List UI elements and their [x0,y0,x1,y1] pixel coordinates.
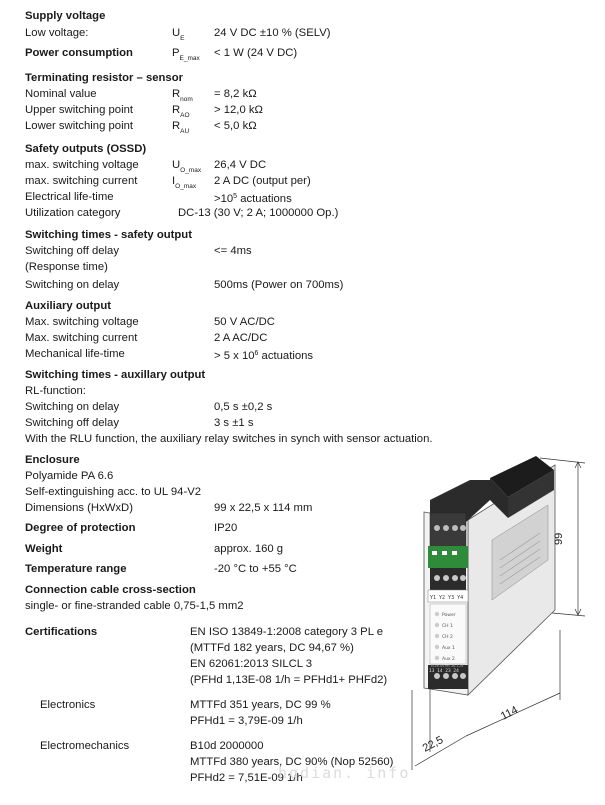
low-voltage-label: Low voltage: [25,27,89,39]
power-value: < 1 W (24 V DC) [214,47,298,59]
ossd-util-value: DC-13 (30 V; 2 A; 1000000 Op.) [178,207,339,219]
resistor-symbol: $R_{AU}$ [172,120,190,135]
sw-safety-on-label: Switching on delay [25,279,120,291]
sw-aux-title: Switching times - auxillary output [25,369,206,381]
enclosure-dim-label: Dimensions (HxWxD) [25,502,133,514]
weight-label: Weight [25,543,63,555]
protection-value: IP20 [214,522,238,534]
resistor-row: Nominal value [25,88,97,100]
ossd-voltage-value: 26,4 V DC [214,159,267,171]
sw-aux-off-label: Switching off delay [25,417,119,429]
low-voltage-symbol: $U_E$ [172,27,185,42]
ossd-current-label: max. switching current [25,175,138,187]
resistor-symbol: $R_{nom}$ [172,88,193,103]
terminals-bottom-label: 13 14 23 24 [429,669,459,674]
sw-safety-on-value: 500ms (Power on 700ms) [214,279,344,291]
resistor-value: < 5,0 kΩ [214,120,257,132]
electromechanics-line: PFHd2 = 7,51E-09 1/h [190,772,303,784]
ossd-voltage-label: max. switching voltage [25,159,139,171]
electronics-label: Electronics [40,699,96,711]
watermark: hqdian. info [278,764,411,782]
sw-aux-on-value: 0,5 s ±0,2 s [214,401,273,413]
width-dim-text: 22,5 [420,733,446,755]
electronics-line: PFHd1 = 3,79E-09 1/h [190,715,303,727]
weight-value: approx. 160 g [214,543,284,555]
aux-current-label: Max. switching current [25,332,138,344]
cable-title: Connection cable cross-section [25,584,196,596]
sw-safety-off-label: Switching off delay [25,245,119,257]
enclosure-material: Polyamide PA 6.6 [25,470,114,482]
led-label: Power [442,613,456,618]
electromechanics-label: Electromechanics [40,740,130,752]
resistor-value: = 8,2 kΩ [214,88,257,100]
enclosure-flame: Self-extinguishing acc. to UL 94-V2 [25,486,202,498]
aux-life-label: Mechanical life-time [25,348,125,360]
aux-voltage-label: Max. switching voltage [25,316,139,328]
cert-line: (PFHd 1,13E-08 1/h = PFHd1+ PHFd2) [190,674,388,686]
aux-life-value: > 5 x $10^6$ actuations [214,350,314,362]
supply-title: Supply voltage [25,10,106,22]
ossd-life-label: Electrical life-time [25,191,114,203]
resistor-row: Lower switching point [25,120,134,132]
aux-current-value: 2 A AC/DC [214,332,268,344]
enclosure-title: Enclosure [25,454,80,466]
sw-safety-title: Switching times - safety output [25,229,192,241]
electromechanics-line: B10d 2000000 [190,740,264,752]
led-label: Aux 2 [442,657,455,662]
resistor-row: Upper switching point [25,104,134,116]
depth-dim-text: 114 [498,704,520,723]
green-label-strip [428,546,468,568]
led-label: CH 2 [442,635,453,640]
power-symbol: $P_{E\_max}$ [172,47,200,62]
cert-line: EN ISO 13849-1:2008 category 3 PL e [190,626,384,638]
aux-voltage-value: 50 V AC/DC [214,316,275,328]
low-voltage-value: 24 V DC ±10 % (SELV) [214,27,331,39]
ossd-voltage-symbol: $U_{O\_max}$ [172,159,202,174]
ossd-current-symbol: $I_{O\_max}$ [172,175,197,190]
cert-line: (MTTFd 182 years, DC 94,67 %) [190,642,354,654]
certs-title: Certifications [25,626,98,638]
enclosure-dim-value: 99 x 22,5 x 114 mm [214,502,313,514]
sw-aux-off-value: 3 s ±1 s [214,417,254,429]
temperature-value: -20 °C to +55 °C [214,563,297,575]
ossd-life-value: $>10^5$ actuations [214,193,292,205]
led-label: Aux 1 [442,646,455,651]
power-label: Power consumption [25,47,133,59]
aux-title: Auxiliary output [25,300,111,312]
terminals-label: Y1 Y2 Y3 Y4 [430,595,464,601]
model-label: ELMON rel 36-124 [431,664,464,668]
ossd-util-label: Utilization category [25,207,121,219]
sw-safety-off-value: <= 4ms [214,245,252,257]
sw-aux-on-label: Switching on delay [25,401,120,413]
resistor-title: Terminating resistor – sensor [25,72,183,84]
protection-label: Degree of protection [25,522,136,534]
sw-aux-note: With the RLU function, the auxiliary relay switches in synch with sensor actuation. [25,433,433,445]
cert-line: EN 62061:2013 SILCL 3 [190,658,313,670]
electromechanics-line: MTTFd 380 years, DC 90% (Nop 52560) [190,756,394,768]
resistor-value: > 12,0 kΩ [214,104,263,116]
resistor-symbol: $R_{AO}$ [172,104,190,119]
electronics-line: MTTFd 351 years, DC 99 % [190,699,331,711]
ossd-current-value: 2 A DC (output per) [214,175,311,187]
temperature-label: Temperature range [25,563,127,575]
sw-aux-rl: RL-function: [25,385,86,397]
height-dim-text: 99 [553,532,565,545]
cable-value: single- or fine-stranded cable 0,75-1,5 mm2 [25,600,244,612]
sw-safety-response: (Response time) [25,261,108,273]
ossd-title: Safety outputs (OSSD) [25,143,147,155]
led-label: CH 1 [442,624,453,629]
